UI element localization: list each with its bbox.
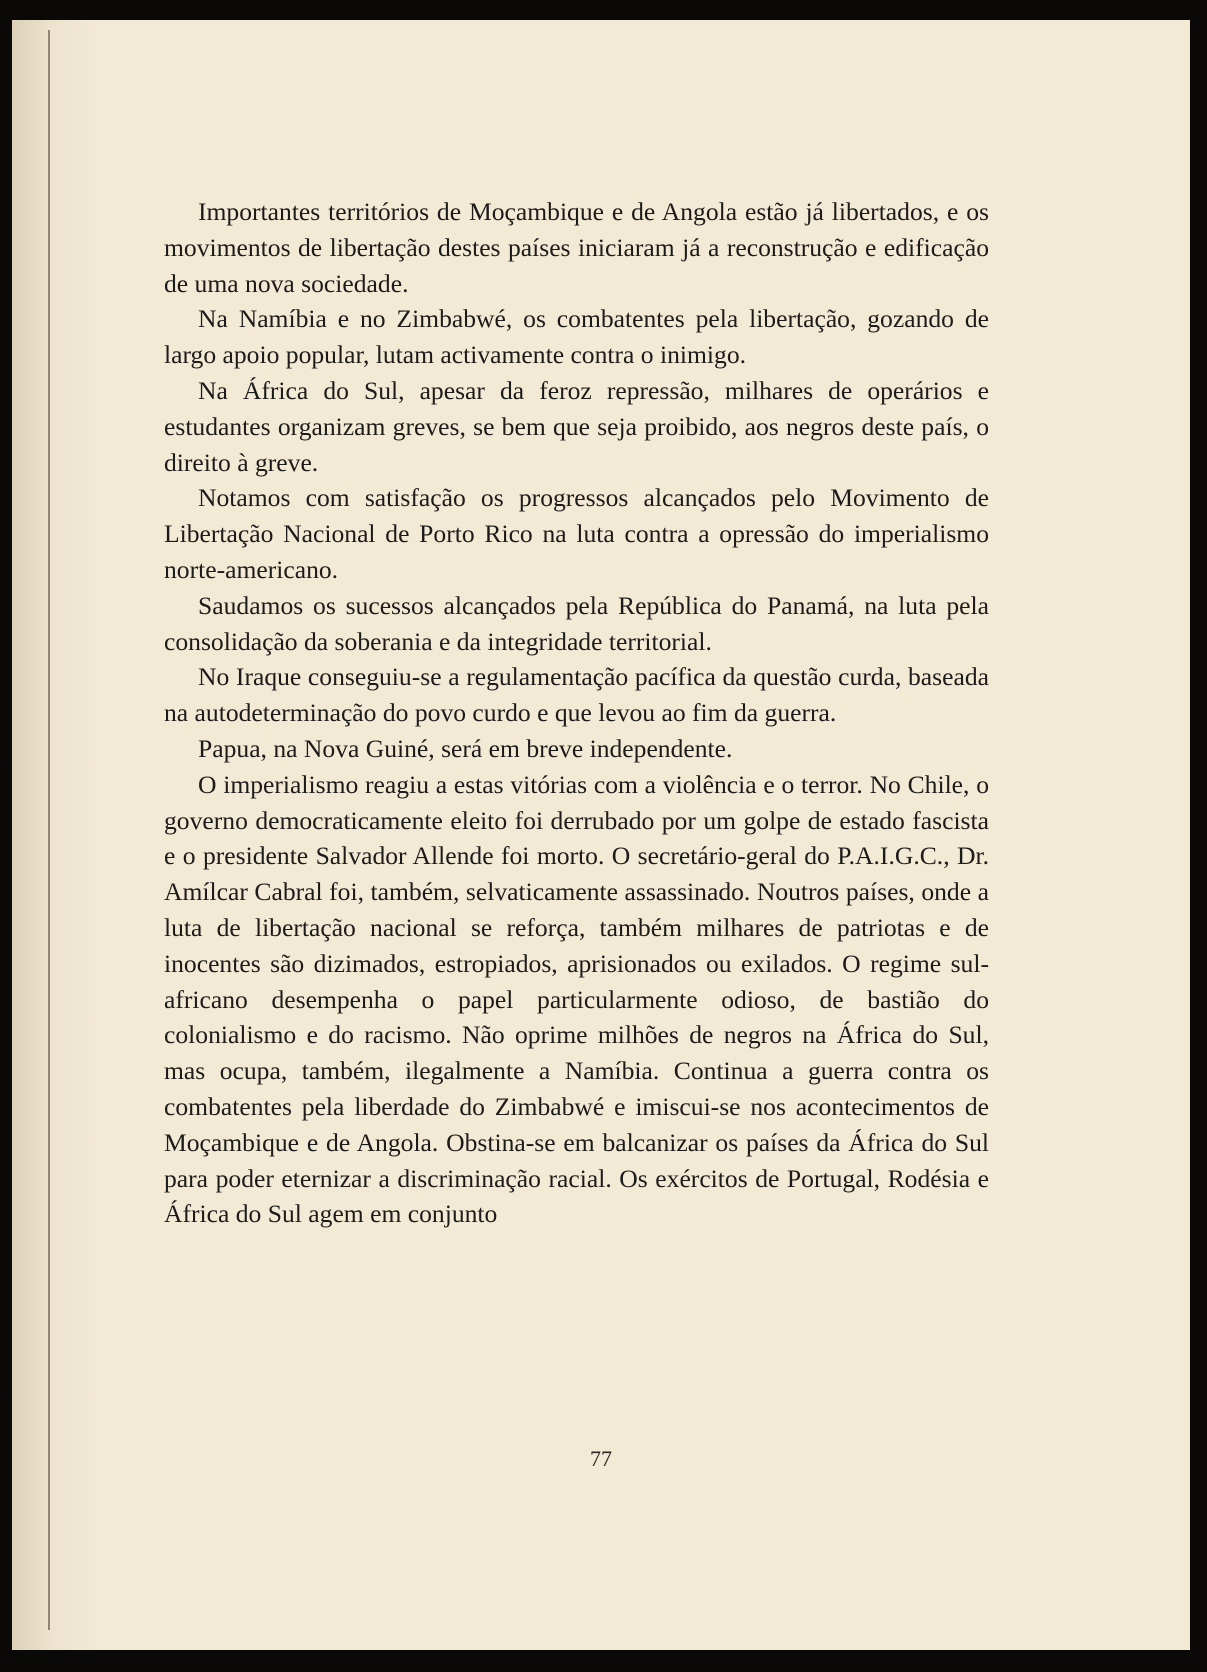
body-text [164,194,989,1232]
book-page [12,20,1190,1650]
paragraph: Na Namíbia e no Zimbabwé, os combatentes pela libertação, gozando de largo apoio popular, lutam activamente contra o inimigo. [164,304,989,370]
page-gutter [48,30,50,1630]
paragraph: Papua, na Nova Guiné, será em breve independente. [198,733,733,763]
paragraph: Importantes territórios de Moçambique e de Angola estão já libertados, e os movimentos de libertação destes países iniciaram já a reconstrução e edificação de uma nova sociedade. [164,197,989,298]
paragraph: No Iraque conseguiu-se a regulamentação pacífica da questão curda, baseada na autodeterminação do povo curdo e que levou ao fim da guerra. [164,662,989,728]
paragraph: O imperialismo reagiu a estas vitórias com a violência e o terror. No Chile, o governo democraticamente eleito foi derrubado por um golpe de estado fascista e o presidente Salvador Allende foi morto. O secretário-geral do P.A.I.G.C., Dr. Amílcar Cabral foi, também, selvaticamente assassinado. Noutros países, onde a luta de libertação nacional se reforça, também milhares de patriotas e de inocentes são dizimados, estropiados, aprisionados ou exilados. O regime sul-africano desempenha o papel particularmente odioso, de bastião do colonialismo e do racismo. Não oprime milhões de negros na África do Sul, mas ocupa, também, ilegalmente a Namíbia. Continua a guerra contra os combatentes pela liberdade do Zimbabwé e imiscui-se nos acontecimentos de Moçambique e de Angola. Obstina-se em balcanizar os países da África do Sul para poder eternizar a discriminação racial. Os exércitos de Portugal, Rodésia e África do Sul agem em conjunto [164,769,989,1229]
paragraph: Na África do Sul, apesar da feroz repressão, milhares de operários e estudantes organizam greves, se bem que seja proibido, aos negros deste país, o direito à greve. [164,375,989,477]
page-number: 77 [590,1446,612,1471]
paragraph: Notamos com satisfação os progressos alcançados pelo Movimento de Libertação Nacional de Porto Rico na luta contra a opressão do imperialismo norte-americano. [164,483,989,584]
paragraph: Saudamos os sucessos alcançados pela República do Panamá, na luta pela consolidação da soberania e da integridade territorial. [164,590,989,656]
